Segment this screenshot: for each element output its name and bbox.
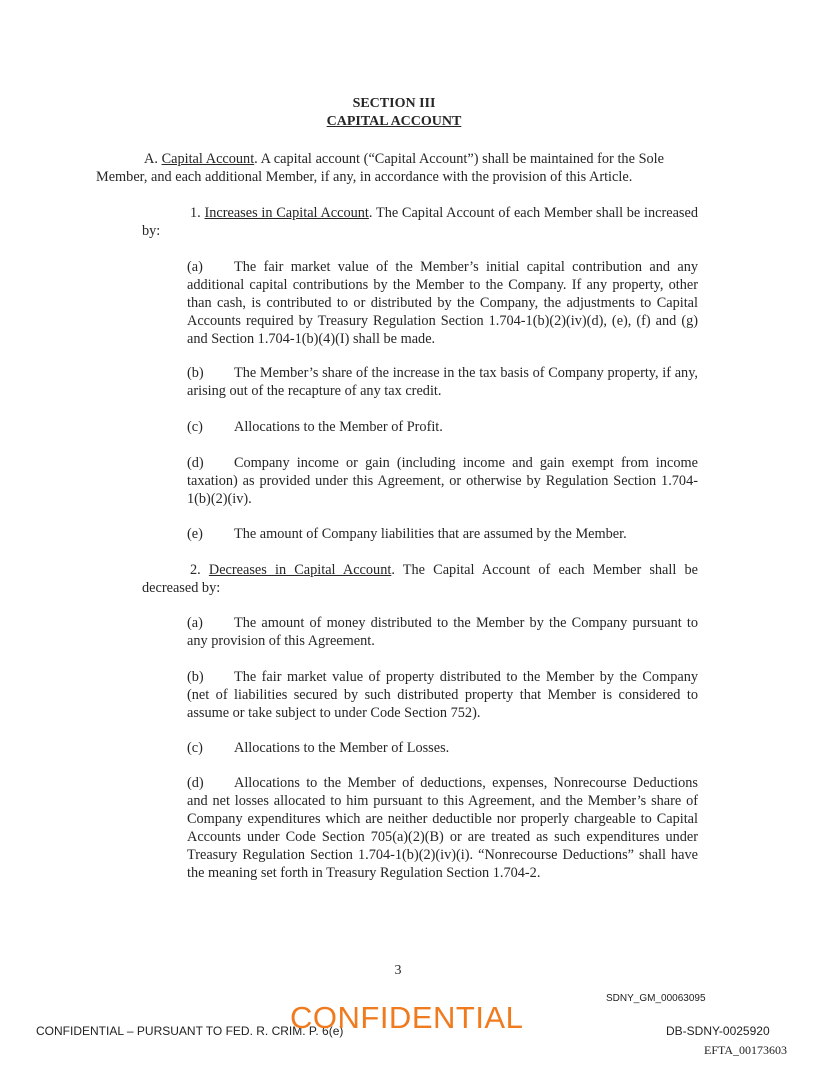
paragraph-a-text: . A capital account (“Capital Account”) shall be maintained for the Sole Member, and each additional Member, if any, in accordance with the provision of this Article.	[96, 151, 664, 185]
item-label: (b)	[187, 669, 204, 685]
item-label: (c)	[187, 419, 203, 435]
page-number: 3	[394, 963, 402, 978]
increase-item-b	[187, 364, 698, 400]
increases-label: 1.	[190, 205, 201, 221]
confidential-stamp: CONFIDENTIAL	[290, 1000, 524, 1035]
decrease-item-c	[187, 739, 698, 757]
decreases-heading: Decreases in Capital Account	[208, 562, 392, 578]
item-label: (b)	[187, 365, 204, 381]
item-text: The fair market value of property distributed to the Member by the Company (net of liabilities secured by such distributed property that Member is considered to assume or take subject to under Code Section 752).	[187, 669, 698, 721]
decrease-item-b	[187, 668, 698, 722]
decrease-item-d	[187, 774, 698, 882]
decrease-item-a	[187, 614, 698, 650]
item-text: The amount of Company liabilities that are assumed by the Member.	[234, 526, 627, 542]
increase-item-c	[187, 418, 698, 436]
section-number: SECTION III	[352, 96, 436, 111]
paragraph-a-heading: Capital Account	[161, 151, 255, 167]
item-text: Allocations to the Member of Profit.	[234, 419, 443, 435]
bates-number-top: SDNY_GM_00063095	[606, 993, 706, 1004]
paragraph-a	[96, 150, 664, 186]
item-label: (d)	[187, 455, 204, 471]
item-text: The Member’s share of the increase in the tax basis of Company property, if any, arising out of the recapture of any tax credit.	[187, 365, 698, 399]
confidential-notice: CONFIDENTIAL – PURSUANT TO FED. R. CRIM. P. 6(e)	[36, 1024, 344, 1038]
increases-paragraph	[142, 204, 698, 240]
decreases-paragraph	[142, 561, 698, 597]
decreases-text: . The Capital Account of each Member shall be decreased by:	[142, 562, 698, 596]
item-text: Allocations to the Member of deductions, expenses, Nonrecourse Deductions and net losses allocated to him pursuant to this Agreement, and the Member’s share of Company expenditures which are neither deductible nor properly chargeable to Capital Accounts under Code Section 705(a)(2)(B) or are treated as such expenditures under Treasury Regulation Section 1.704-1(b)(2)(iv)(i). “Nonrecourse Deductions” shall have the meaning set forth in Treasury Regulation Section 1.704-2.	[187, 775, 698, 881]
efta-number: EFTA_00173603	[704, 1043, 788, 1057]
section-title: CAPITAL ACCOUNT	[326, 114, 462, 129]
item-label: (a)	[187, 615, 203, 631]
decreases-label: 2.	[190, 562, 201, 578]
increases-text: . The Capital Account of each Member shall be increased by:	[142, 205, 698, 239]
increases-heading: Increases in Capital Account	[204, 205, 369, 221]
increase-item-a	[187, 258, 698, 348]
paragraph-a-label: A.	[144, 151, 158, 167]
item-label: (d)	[187, 775, 204, 791]
increase-item-e	[187, 525, 698, 543]
item-text: Company income or gain (including income and gain exempt from income taxation) as provided under this Agreement, or otherwise by Regulation Section 1.704-1(b)(2)(iv).	[187, 455, 698, 507]
increase-item-d	[187, 454, 698, 508]
item-text: The amount of money distributed to the Member by the Company pursuant to any provision of this Agreement.	[187, 615, 698, 649]
item-text: The fair market value of the Member’s initial capital contribution and any additional capital contributions by the Member to the Company. If any property, other than cash, is contributed to or distributed by the Company, the adjustments to Capital Accounts required by Treasury Regulation Section 1.704-1(b)(2)(iv)(d), (e), (f) and (g) and Section 1.704-1(b)(4)(I) shall be made.	[187, 259, 698, 347]
item-text: Allocations to the Member of Losses.	[234, 740, 450, 756]
item-label: (a)	[187, 259, 203, 275]
item-label: (c)	[187, 740, 203, 756]
item-label: (e)	[187, 526, 203, 542]
bates-number-bottom: DB-SDNY-0025920	[666, 1024, 770, 1038]
